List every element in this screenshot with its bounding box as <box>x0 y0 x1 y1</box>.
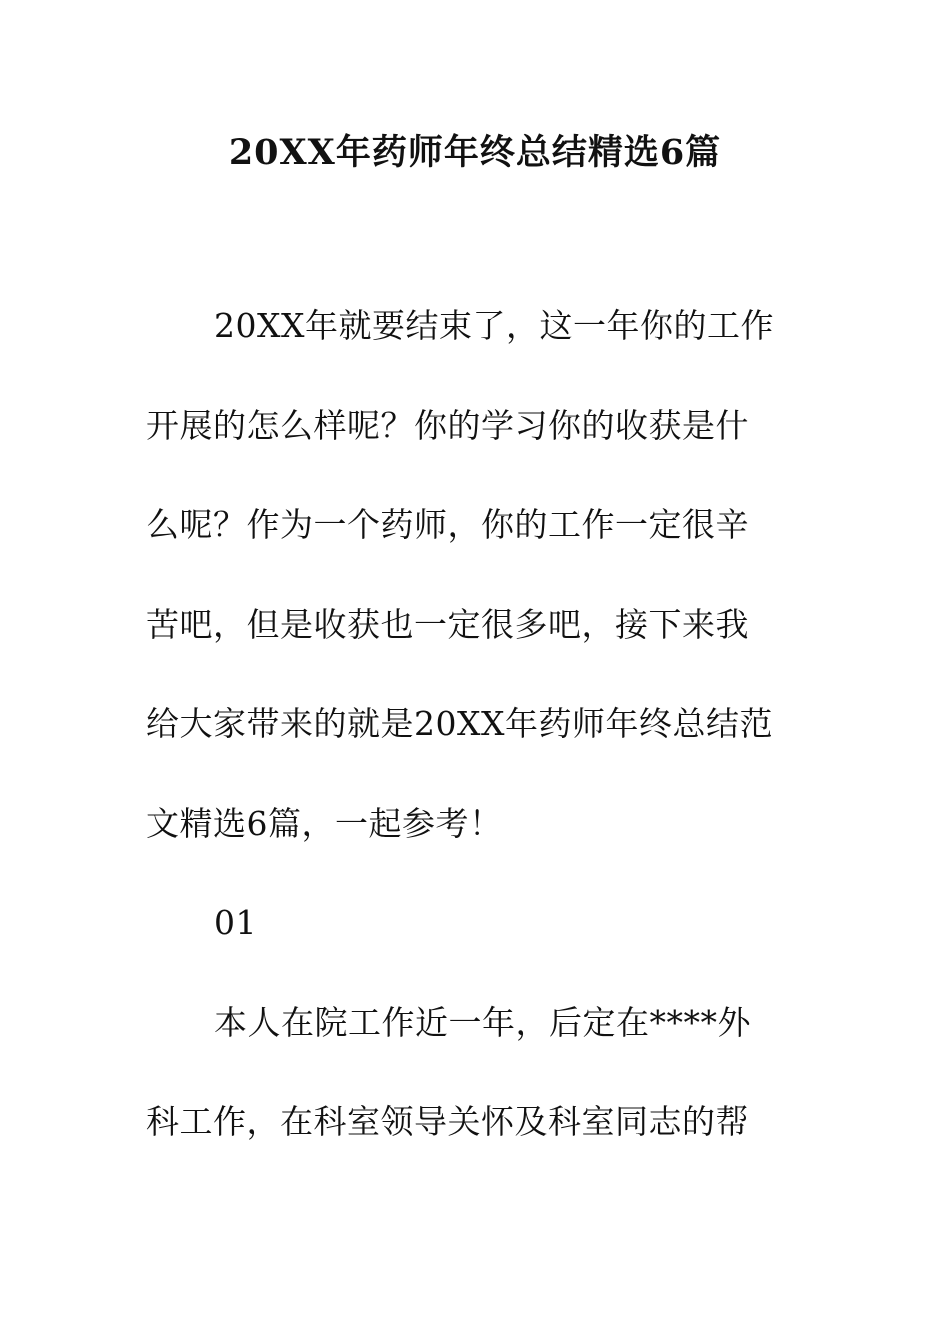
section-number: 01 <box>214 903 257 942</box>
paragraph-line: 么呢？作为一个药师，你的工作一定很辛 <box>146 505 749 544</box>
paragraph-line: 给大家带来的就是20XX年药师年终总结范 <box>146 704 773 743</box>
paragraph-line: 本人在院工作近一年，后定在****外 <box>214 1003 751 1042</box>
paragraph-line: 开展的怎么样呢？你的学习你的收获是什 <box>146 406 749 445</box>
paragraph-line: 文精选6篇，一起参考！ <box>146 804 503 843</box>
paragraph-line: 科工作，在科室领导关怀及科室同志的帮 <box>146 1102 749 1141</box>
paragraph-line: 苦吧，但是收获也一定很多吧，接下来我 <box>146 605 749 644</box>
paragraph-line: 20XX年就要结束了，这一年你的工作 <box>214 306 774 345</box>
document-title: 20XX年药师年终总结精选6篇 <box>228 132 722 173</box>
